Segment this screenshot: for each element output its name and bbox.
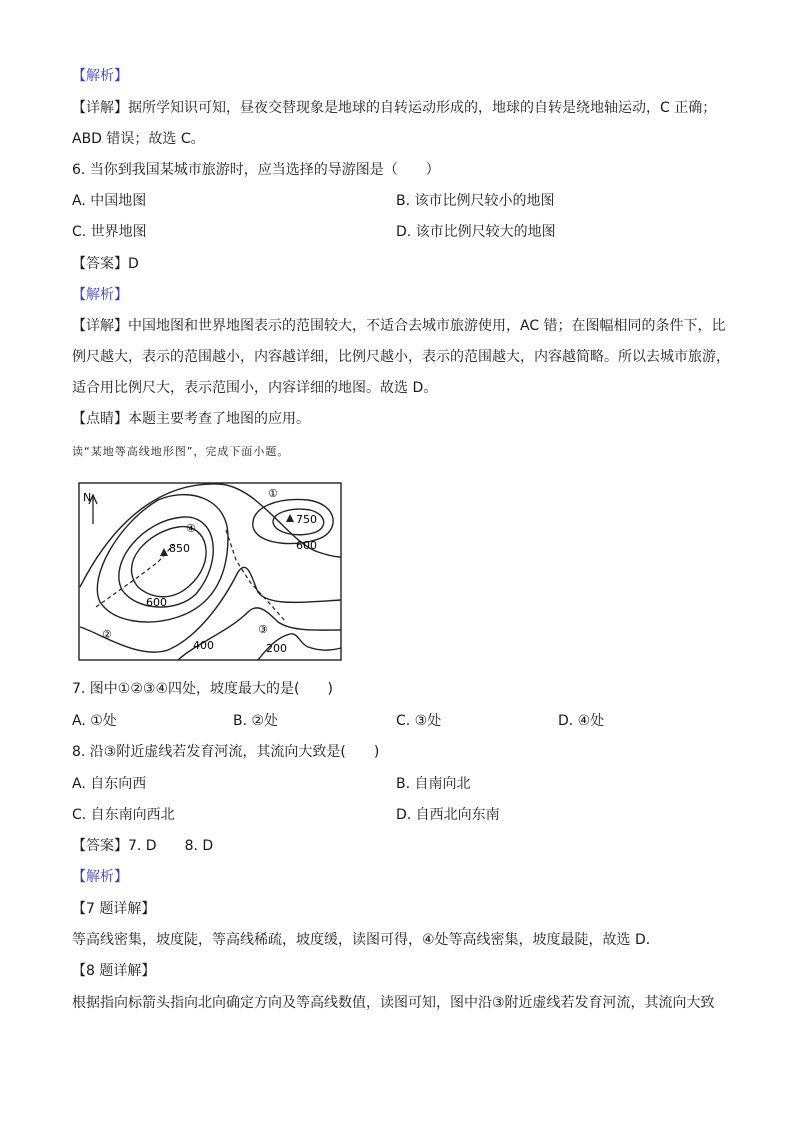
option-d: D. ④处: [558, 713, 605, 729]
question-8: 8. 沿③附近虚线若发育河流，其流向大致是( ): [72, 744, 380, 760]
point-1-label: ①: [268, 487, 278, 500]
option-b: B. 自南向北: [396, 776, 471, 792]
option-d: D. 自西北向东南: [396, 807, 500, 823]
contour-600-label: 600: [296, 539, 317, 552]
option-c: C. 世界地图: [72, 224, 147, 240]
detail-8-heading: 【8 题详解】: [72, 963, 156, 979]
point-3-label: ③: [258, 623, 268, 636]
point-2-label: ②: [102, 628, 112, 641]
contour-600-label: 600: [146, 596, 167, 609]
option-c: C. ③处: [396, 713, 442, 729]
option-a: A. 中国地图: [72, 193, 147, 209]
option-a: A. 自东向西: [72, 776, 147, 792]
answer-6: 【答案】D: [72, 256, 139, 272]
question-7: 7. 图中①②③④四处，坡度最大的是( ): [72, 681, 333, 697]
analysis-heading: 【解析】: [72, 869, 128, 885]
elev-750-label: 750: [296, 513, 317, 526]
option-b: B. 该市比例尺较小的地图: [396, 193, 555, 209]
option-b: B. ②处: [233, 713, 279, 729]
detail-text: ABD 错误；故选 C。: [72, 131, 205, 147]
detail-7-heading: 【7 题详解】: [72, 901, 156, 917]
map-intro: 读“某地等高线地形图”，完成下面小题。: [72, 445, 290, 458]
option-a: A. ①处: [72, 713, 117, 729]
option-d: D. 该市比例尺较大的地图: [396, 224, 556, 240]
elev-850-label: 850: [169, 542, 190, 555]
question-6: 6. 当你到我国某城市旅游时，应当选择的导游图是（ ）: [72, 162, 440, 178]
analysis-heading: 【解析】: [72, 287, 128, 303]
key-point: 【点睛】本题主要考查了地图的应用。: [72, 411, 310, 427]
contour-400-label: 400: [193, 639, 214, 652]
detail-text: 例尺越大，表示的范围越小，内容越详细，比例尺越小，表示的范围越大，内容越简略。所以去城市旅游，: [72, 349, 730, 365]
point-4-label: ④: [186, 522, 196, 535]
detail-7-text: 等高线密集，坡度陡，等高线稀疏，坡度缓，读图可得，④处等高线密集，坡度最陡，故选 D．: [72, 932, 660, 948]
contour-map: [78, 482, 342, 662]
option-c: C. 自东南向西北: [72, 807, 175, 823]
detail-text: 【详解】中国地图和世界地图表示的范围较大，不适合去城市旅游使用，AC 错；在图幅相同的条件下，比: [72, 318, 726, 334]
answer-7-8: 【答案】7. D 8. D: [72, 838, 214, 854]
detail-text: 适合用比例尺大，表示范围小，内容详细的地图。故选 D。: [72, 380, 438, 396]
analysis-heading: 【解析】: [72, 68, 128, 84]
detail-8-text: 根据指向标箭头指向北向确定方向及等高线数值，读图可知，图中沿③附近虚线若发育河流，其流向大致: [72, 995, 715, 1011]
detail-text: 【详解】据所学知识可知，昼夜交替现象是地球的自转运动形成的，地球的自转是绕地轴运动，C 正确；: [72, 100, 717, 116]
contour-200-label: 200: [266, 642, 287, 655]
north-label: N: [83, 491, 92, 504]
